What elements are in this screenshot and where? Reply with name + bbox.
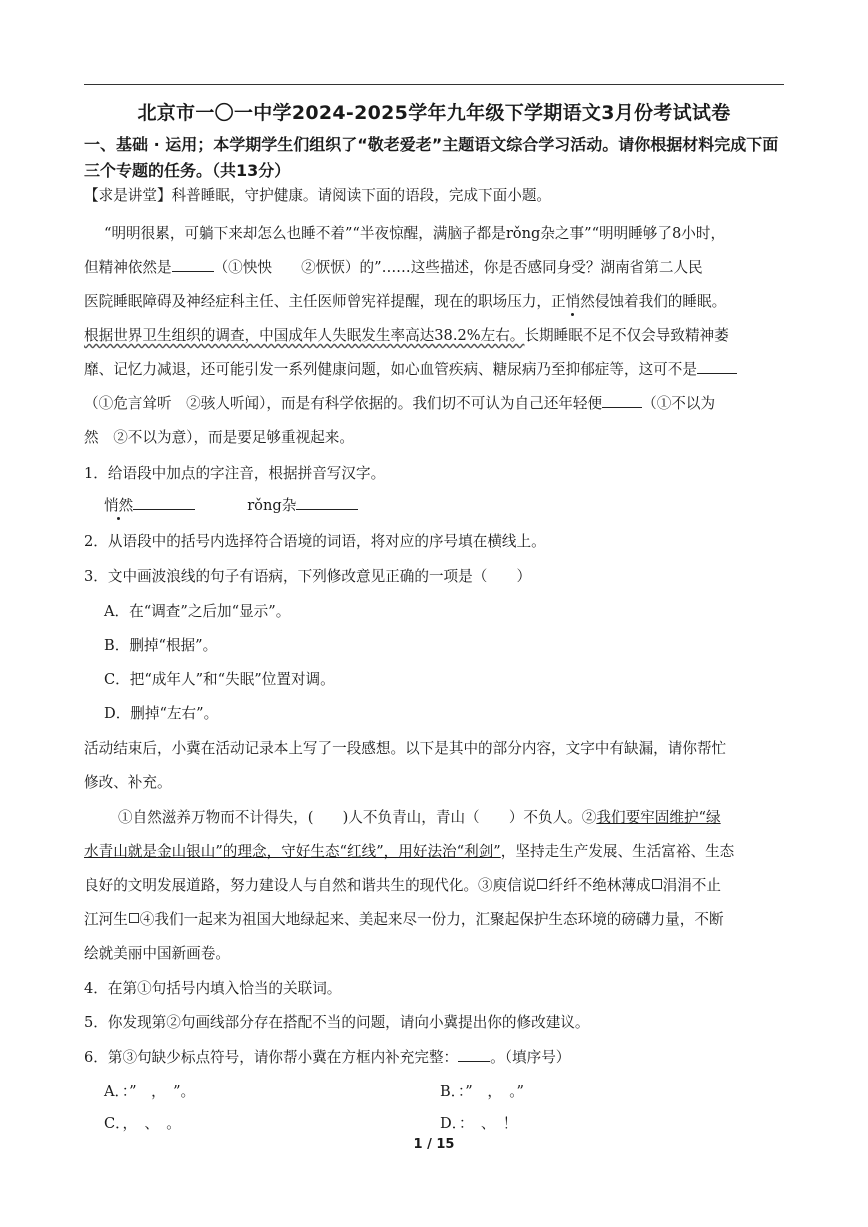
para-line-1: “明明很累，可躺下来却怎么也睡不着”“半夜惊醒，满脑子都是rǒng杂之事”“明明睡够了8小时，	[104, 225, 726, 242]
activity-line-1: 活动结束后，小冀在活动记录本上写了一段感想。以下是其中的部分内容，文字中有缺漏，请你帮忙	[84, 740, 727, 757]
page-number: 1 / 15	[413, 1137, 455, 1152]
question-6-option: C．， 、 。	[104, 1115, 181, 1132]
punctuation-box	[129, 913, 139, 923]
question-6-option: A．：” ， ”。	[104, 1083, 196, 1100]
emphasis-dot-char: 悄	[565, 293, 581, 310]
intro-line: 【求是讲堂】科普睡眠，守护健康。请阅读下面的语段，完成下面小题。	[84, 187, 552, 204]
question-1-blanks: 悄然 rǒng杂	[104, 494, 358, 515]
answer-blank	[697, 359, 737, 374]
para-line-6: （①危言耸听 ②骇人听闻），而是有科学依据的。我们切不可认为自己还年轻便 （①不以为	[84, 395, 716, 412]
question-1: 1．给语段中加点的字注音，根据拼音写汉字。	[84, 465, 386, 482]
wavy-sentence: 根据世界卫生组织的调查，中国成年人失眠发生率高达38.2%左右。	[84, 327, 525, 344]
answer-blank	[458, 1047, 490, 1062]
underlined-sentence: 我们要牢固维护“绿	[596, 809, 721, 826]
question-5: 5．你发现第②句画线部分存在搭配不当的问题，请向小冀提出你的修改建议。	[84, 1014, 590, 1031]
question-6-option: D．： 、 ！	[440, 1115, 518, 1132]
question-6: 6．第③句缺少标点符号，请你帮小冀在方框内补充完整： 。（填序号）	[84, 1049, 571, 1066]
answer-blank	[172, 257, 214, 272]
underlined-sentence: 水青山就是金山银山”的理念，守好生态“红线”，用好法治“利剑”	[84, 843, 501, 860]
section-heading: 一、基础 · 运用；本学期学生们组织了“敬老爱老”主题语文综合学习活动。请你根据材料完成下面三个专题的任务。（共13分）	[84, 135, 779, 180]
passage2-line-3: 良好的文明发展道路，努力建设人与自然和谐共生的现代化。③庾信说 纤纤不绝林薄成 涓涓不止	[84, 877, 721, 894]
para-line-3: 医院睡眠障碍及神经症科主任、主任医师曾宪祥提醒，现在的职场压力，正悄然侵蚀着我们的睡眠。	[84, 293, 727, 310]
punctuation-box	[537, 879, 547, 889]
question-4: 4．在第①句括号内填入恰当的关联词。	[84, 980, 342, 997]
question-6-option: B．：” ， 。”	[440, 1083, 525, 1100]
activity-line-2: 修改、补充。	[84, 774, 172, 791]
punctuation-box	[652, 879, 662, 889]
question-3-option: A．在“调查”之后加“显示”。	[104, 603, 291, 620]
para-line-7: 然 ②不以为意），而是要足够重视起来。	[84, 429, 354, 446]
passage2-line-5: 绘就美丽中国新画卷。	[84, 945, 230, 962]
page-title: 北京市一〇一中学2024-2025学年九年级下学期语文3月份考试试卷	[137, 102, 731, 124]
answer-blank	[133, 495, 195, 510]
question-2: 2．从语段中的括号内选择符合语境的词语，将对应的序号填在横线上。	[84, 533, 546, 550]
para-line-4: 根据世界卫生组织的调查，中国成年人失眠发生率高达38.2%左右。长期睡眠不足不仅会导致精神萎	[84, 327, 729, 344]
answer-blank	[296, 495, 358, 510]
answer-blank	[602, 393, 642, 408]
para-line-5: 靡、记忆力减退，还可能引发一系列健康问题，如心血管疾病、糖尿病乃至抑郁症等，这可不是	[84, 358, 737, 379]
top-rule	[84, 84, 784, 85]
question-3: 3．文中画波浪线的句子有语病，下列修改意见正确的一项是（ ）	[84, 568, 532, 585]
para-line-2: 但精神依然是 （①怏怏 ②恹恹）的”……这些描述，你是否感同身受？湖南省第二人民	[84, 259, 703, 276]
question-3-option: C．把“成年人”和“失眠”位置对调。	[104, 671, 335, 688]
passage2-line-2: 水青山就是金山银山”的理念，守好生态“红线”，用好法治“利剑”，坚持走生产发展、生活富裕、生态	[84, 843, 735, 860]
passage2-line-4: 江河生 ④我们一起来为祖国大地绿起来、美起来尽一份力，汇聚起保护生态环境的磅礴力量，不断	[84, 911, 724, 928]
passage2-line-1: ①自然滋养万物而不计得失，( )人不负青山，青山（ ）不负人。②我们要牢固维护“绿	[118, 809, 721, 826]
question-3-option: B．删掉“根据”。	[104, 637, 218, 654]
question-3-option: D．删掉“左右”。	[104, 705, 219, 722]
